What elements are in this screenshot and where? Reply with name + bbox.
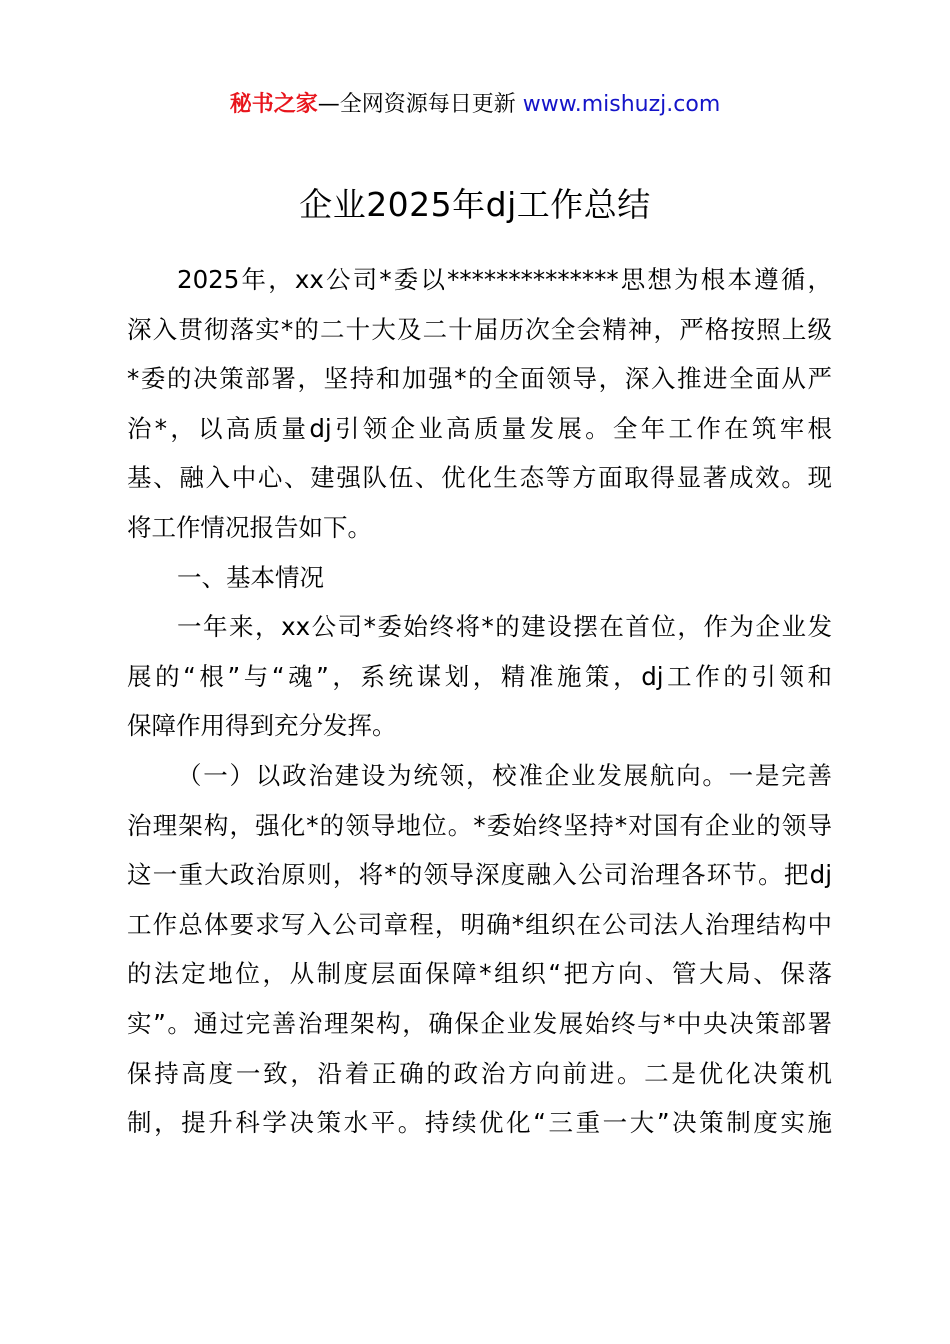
text-line: 实”。通过完善治理架构，确保企业发展始终与*中央决策部署 [127, 1008, 832, 1038]
text-line: 基、融入中心、建强队伍、优化生态等方面取得显著成效。现 [127, 463, 832, 493]
text-line: 将工作情况报告如下。 [127, 512, 372, 542]
text-line: 治理架构，强化*的领导地位。*委始终坚持*对国有企业的领导 [127, 810, 832, 840]
website-link[interactable]: www.mishuzj.com [522, 92, 721, 117]
text-line: 制，提升科学决策水平。持续优化“三重一大”决策制度实施 [127, 1108, 832, 1138]
text-line: 一年来，xx公司*委始终将*的建设摆在首位，作为企业发 [177, 612, 832, 642]
text-line: 2025年，xx公司*委以**************思想为根本遵循， [177, 265, 832, 294]
page-header [0, 88, 950, 122]
text-line: 工作总体要求写入公司章程，明确*组织在公司法人治理结构中 [127, 909, 832, 939]
brand-name: 秘书之家 [229, 92, 318, 117]
header-tagline: —全网资源每日更新 [317, 92, 523, 117]
text-line: 保持高度一致，沿着正确的政治方向前进。二是优化决策机 [127, 1058, 832, 1088]
text-line: *委的决策部署，坚持和加强*的全面领导，深入推进全面从严 [127, 364, 832, 394]
text-line: 深入贯彻落实*的二十大及二十届历次全会精神，严格按照上级 [127, 314, 832, 344]
text-line: （一）以政治建设为统领，校准企业发展航向。一是完善 [177, 760, 832, 790]
text-line: 的法定地位，从制度层面保障*组织“把方向、管大局、保落 [127, 959, 832, 989]
intro-paragraph [127, 255, 832, 553]
document-title: 企业2025年dj工作总结 [299, 185, 651, 224]
overview-paragraph [127, 602, 832, 751]
heading-text: 一、基本情况 [177, 562, 324, 592]
text-line: 保障作用得到充分发挥。 [127, 711, 397, 741]
text-line: 展的“根”与“魂”，系统谋划，精准施策，dj工作的引领和 [127, 661, 832, 691]
section-heading [127, 553, 832, 603]
text-line: 这一重大政治原则，将*的领导深度融入公司治理各环节。把dj [127, 860, 832, 890]
document-body [127, 255, 832, 1148]
text-line: 治*，以高质量dj引领企业高质量发展。全年工作在筑牢根 [127, 413, 832, 443]
subsection-paragraph [127, 751, 832, 1148]
